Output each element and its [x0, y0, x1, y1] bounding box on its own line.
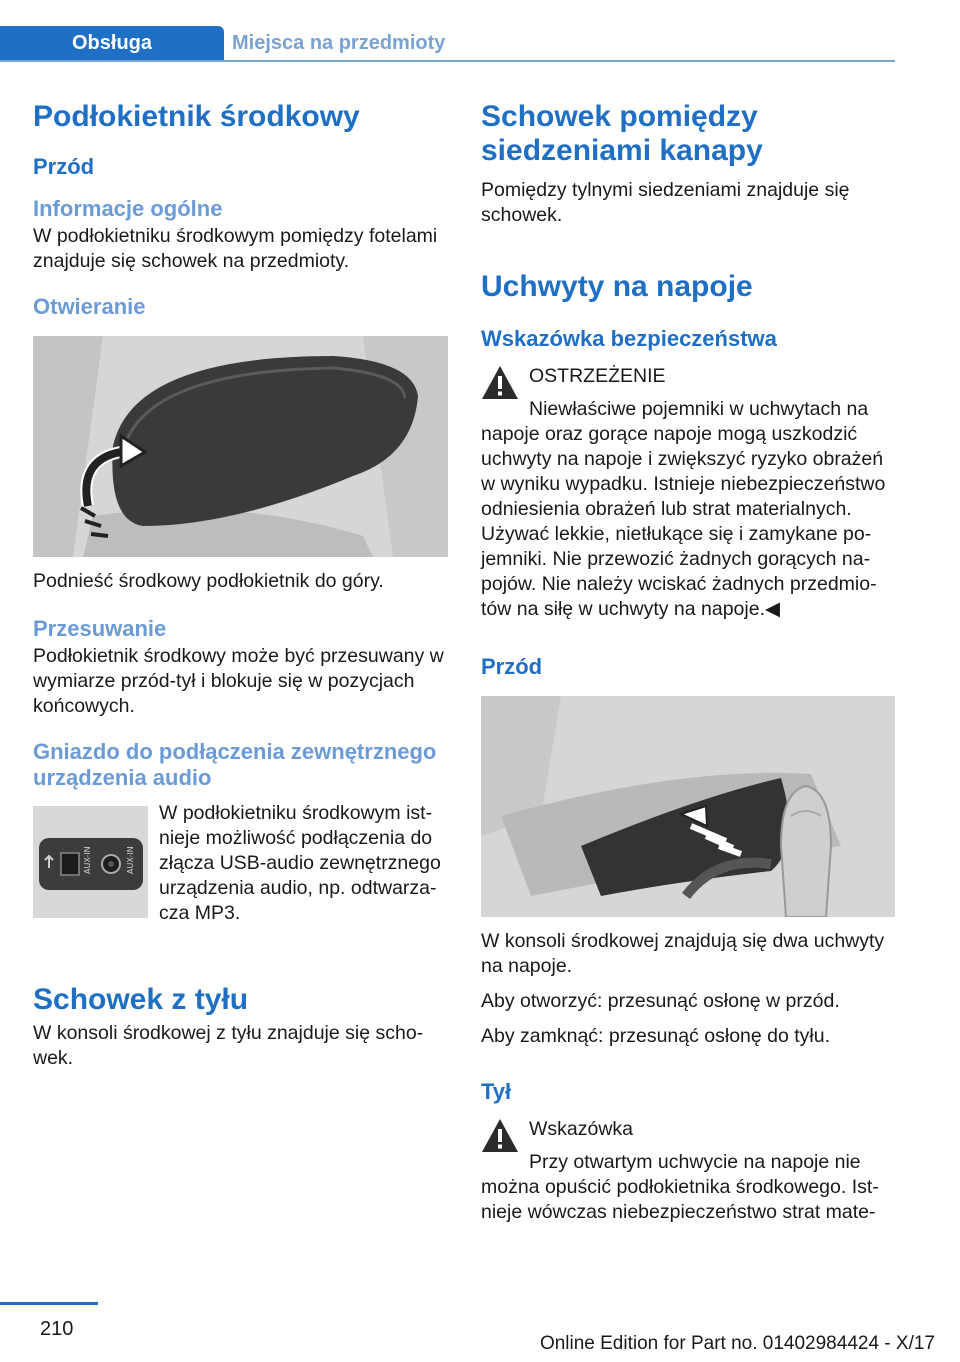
text-general-info: W podłokietniku środkowym pomiędzy fotelami znajduje się schowek na przedmioty.	[33, 225, 438, 272]
right-column	[481, 100, 895, 1225]
text-audio-socket: W podłokietniku środkowym istnieje możliwość podłączenia do złącza USB-audio zewnętrznego urządzenia audio, np. odtwarzacza MP3.	[159, 802, 441, 924]
warning-triangle-icon	[481, 1117, 519, 1155]
tab-obsluga[interactable]: Obsługa	[0, 26, 224, 60]
note-block	[481, 1117, 895, 1225]
heading-opening: Otwieranie	[33, 294, 146, 319]
svg-text:AUX-IN: AUX-IN	[126, 846, 135, 874]
armrest-illustration	[33, 336, 448, 557]
heading-front: Przód	[33, 154, 95, 179]
svg-text:AUX-IN: AUX-IN	[83, 846, 92, 874]
heading-cupholders: Uchwyty na napoje	[481, 270, 753, 303]
warning-text: Niewłaściwe pojemniki w uchwytach na napoje oraz gorące napoje mogą uszkodzić uchwyty na napoje i zwiększyć ryzyko obrażeń w wyniku wypadku. Istnieje niebezpieczeństwo odniesienia obrażeń lub strat materialnych. Używać lekkie, nietłukące się i zamykane pojemniki. Nie przewozić żadnych gorących napojów. Nie należy wciskać żadnych przedmiotów na siłę w uchwyty na napoje.◀	[481, 398, 886, 620]
header-divider	[0, 60, 895, 62]
text-open-cupholder: Aby otworzyć: przesunąć osłonę w przód.	[481, 990, 840, 1012]
text-lift-armrest: Podnieść środkowy podłokietnik do góry.	[33, 570, 384, 592]
footer-divider	[0, 1302, 98, 1305]
heading-safety-note: Wskazówka bezpieczeństwa	[481, 326, 777, 351]
audio-socket-block	[33, 801, 449, 931]
heading-general-info: Informacje ogólne	[33, 196, 223, 221]
warning-triangle-icon	[481, 364, 519, 402]
note-text: Przy otwartym uchwycie na napoje nie można opuścić podłokietnika środkowego. Istnieje wówczas niebezpieczeństwo strat mate-	[481, 1151, 879, 1223]
heading-moving: Przesuwanie	[33, 616, 167, 641]
text-bench-storage: Pomiędzy tylnymi siedzeniami znajduje się schowek.	[481, 179, 850, 226]
heading-rear-cupholder: Tył	[481, 1079, 512, 1104]
page-number: 210	[40, 1318, 74, 1340]
text-close-cupholder: Aby zamknąć: przesunąć osłonę do tyłu.	[481, 1025, 831, 1047]
page-header	[0, 26, 895, 62]
note-title: Wskazówka	[529, 1118, 634, 1140]
heading-bench-storage: Schowek pomiędzy siedzeniami kanapy	[481, 100, 763, 167]
text-rear-storage: W konsoli środkowej z tyłu znajduje się schowek.	[33, 1022, 424, 1069]
heading-front-cupholder: Przód	[481, 654, 543, 679]
warning-title: OSTRZEŻENIE	[529, 365, 666, 387]
tab-miejsca-na-przedmioty[interactable]: Miejsca na przedmioty	[232, 31, 446, 54]
edition-label: Online Edition for Part no. 01402984424 - X/17	[539, 1333, 935, 1354]
cupholder-image	[481, 696, 895, 917]
heading-rear-storage: Schowek z tyłu	[33, 983, 249, 1016]
warning-block	[481, 364, 895, 622]
text-moving: Podłokietnik środkowy może być przesuwany w wymiarze przód-tył i blokuje się w pozycjach końcowych.	[33, 645, 444, 717]
heading-audio-socket: Gniazdo do podłączenia zewnętrznego urządzenia audio	[33, 739, 437, 790]
cupholder-illustration	[481, 696, 895, 917]
text-console-cupholders: W konsoli środkowej znajdują się dwa uchwyty na napoje.	[481, 930, 885, 977]
usb-aux-image	[33, 806, 148, 918]
usb-aux-illustration	[33, 806, 148, 918]
heading-armrest: Podłokietnik środkowy	[33, 100, 360, 133]
left-column	[33, 100, 449, 1071]
armrest-image	[33, 336, 448, 557]
